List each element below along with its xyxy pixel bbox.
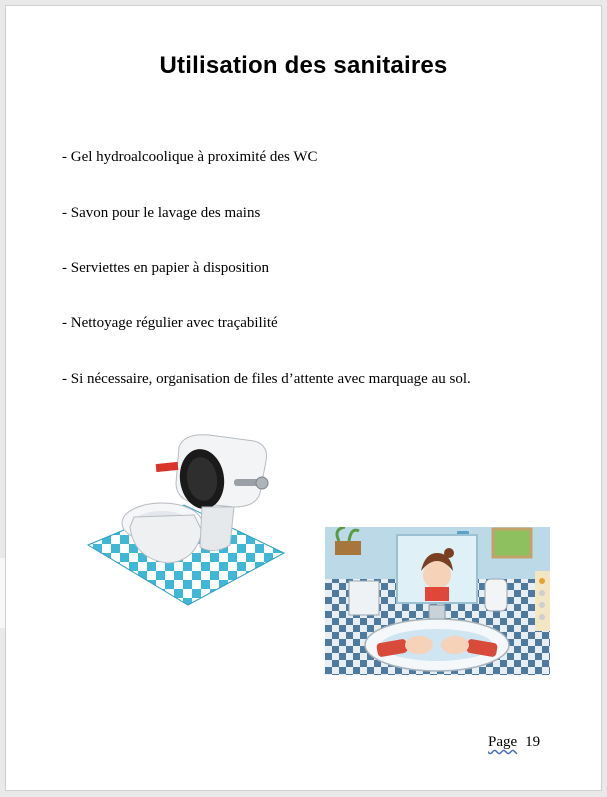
bullet-item: - Savon pour le lavage des mains: [62, 205, 261, 221]
page-label: Page: [488, 734, 518, 750]
toilet-illustration: [84, 427, 289, 607]
side-margin: [0, 558, 5, 628]
bullet-item: - Gel hydroalcoolique à proximité des WC: [62, 149, 318, 165]
bullet-item: - Si nécessaire, organisation de files d’attente avec marquage au sol.: [62, 371, 471, 387]
girl-washing-hands-illustration: [325, 527, 550, 675]
bullet-item: - Nettoyage régulier avec traçabilité: [62, 315, 278, 331]
bullet-item: - Serviettes en papier à disposition: [62, 260, 270, 276]
page-footer: [488, 734, 540, 751]
document-page: [5, 5, 602, 791]
page-title: Utilisation des sanitaires: [159, 52, 448, 79]
page-number: 19: [525, 734, 541, 750]
